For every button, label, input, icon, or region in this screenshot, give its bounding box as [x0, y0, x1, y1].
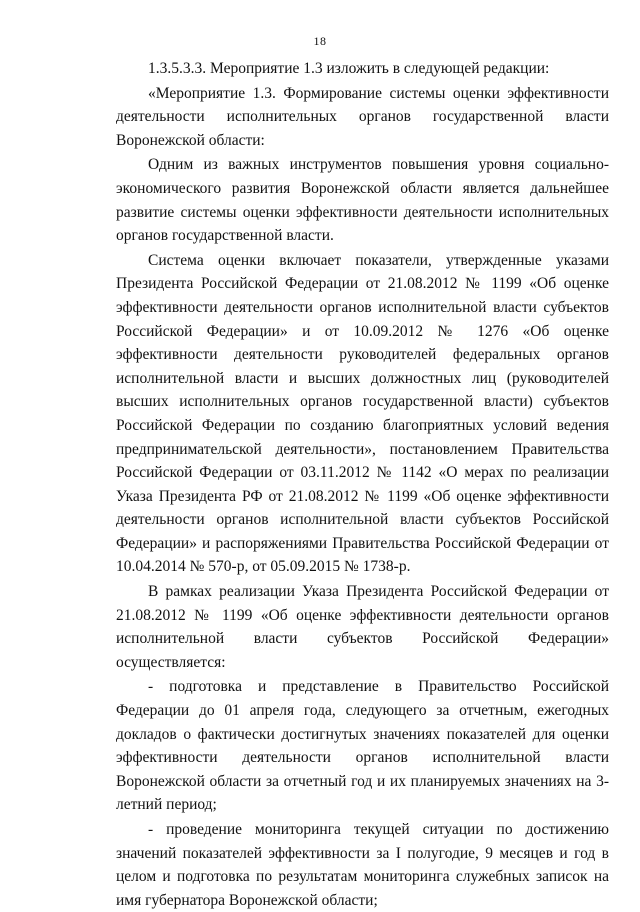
- list-item-monitoring: - проведение мониторинга текущей ситуации по достижению значений показателей эффективности за I полугодие, 9 месяцев и год в целом и подготовка по результатам мониторинга служебных записок на имя губернатора Воронежской области;: [116, 821, 609, 909]
- page-number: 18: [313, 34, 327, 48]
- paragraph-intro: Одним из важных инструментов повышения уровня социально-экономического развития Воронежской области является дальнейшее развитие системы оценки эффективности деятельности исполнительных органов государственной власти.: [116, 156, 609, 245]
- list-item-reports: - подготовка и представление в Правительство Российской Федерации до 01 апреля года, следующего за отчетным, ежегодных докладов о фактически достигнутых значениях показателей для оценки эффективности деятельности органов исполнительной власти Воронежской области за отчетный год и их планируемых значениях на 3-летний период;: [116, 678, 609, 814]
- paragraph-measure-title: «Мероприятие 1.3. Формирование системы оценки эффективности деятельности исполнительных органов государственной власти Воронежской области:: [116, 84, 609, 149]
- paragraph-item-heading: 1.3.5.3.3. Мероприятие 1.3 изложить в следующей редакции:: [148, 60, 550, 77]
- paragraph-implementation: В рамках реализации Указа Президента Российской Федерации от 21.08.2012 № 1199 «Об оценке эффективности деятельности органов исполнительной власти субъектов Российской Федерации» осуществляется:: [116, 583, 609, 671]
- document-body: [116, 57, 609, 912]
- paragraph-evaluation-system: Система оценки включает показатели, утвержденные указами Президента Российской Федерации от 21.08.2012 № 1199 «Об оценке эффективности деятельности органов исполнительной власти субъектов Российской Федерации» и от 10.09.2012 № 1276 «Об оценке эффективности деятельности руководителей федеральных органов исполнительной власти и высших должностных лиц (руководителей высших исполнительных органов государственной власти) субъектов Российской Федерации по созданию благоприятных условий ведения предпринимательской деятельности», постановлением Правительства Российской Федерации от 03.11.2012 № 1142 «О мерах по реализации Указа Президента РФ от 21.08.2012 № 1199 «Об оценке эффективности деятельности органов исполнительной власти субъектов Российской Федерации» и распоряжениями Правительства Российской Федерации от 10.04.2014 № 570-р, от 05.09.2015 № 1738-р.: [116, 251, 609, 576]
